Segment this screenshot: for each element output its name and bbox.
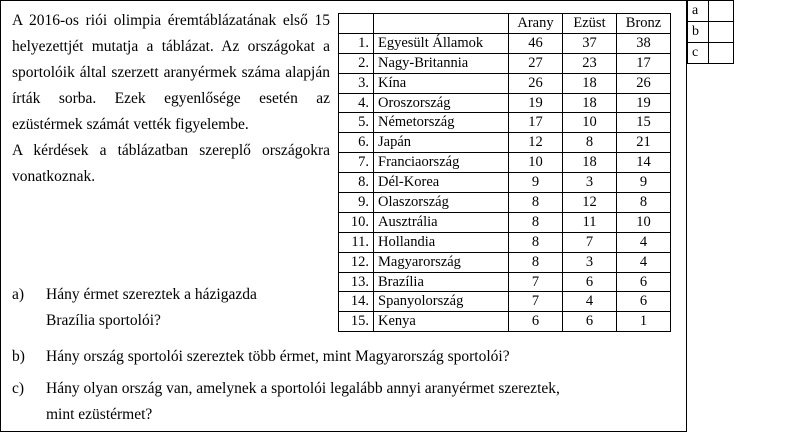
question-a-line1: Hány érmet szereztek a házigazda (46, 286, 257, 303)
cell-rank: 6. (339, 133, 374, 153)
cell-rank: 4. (339, 93, 374, 113)
cell-rank: 3. (339, 73, 374, 93)
cell-silver: 18 (563, 73, 617, 93)
table-row (339, 193, 671, 213)
cell-gold: 8 (509, 232, 563, 252)
intro-paragraph-2: A kérdések a táblázatban szereplő országokra vonatkoznak. (12, 142, 330, 185)
cell-rank: 14. (339, 292, 374, 312)
cell-bronze: 38 (617, 33, 671, 53)
cell-country: Spanyolország (374, 292, 509, 312)
cell-rank: 10. (339, 212, 374, 232)
medal-table (338, 13, 671, 332)
cell-silver: 18 (563, 93, 617, 113)
cell-silver: 23 (563, 53, 617, 73)
cell-silver: 3 (563, 252, 617, 272)
table-row (339, 93, 671, 113)
cell-silver: 37 (563, 33, 617, 53)
cell-gold: 9 (509, 173, 563, 193)
cell-rank: 9. (339, 193, 374, 213)
cell-bronze: 15 (617, 113, 671, 133)
cell-bronze: 26 (617, 73, 671, 93)
cell-country: Egyesült Államok (374, 33, 509, 53)
cell-gold: 7 (509, 272, 563, 292)
cell-gold: 7 (509, 292, 563, 312)
answer-label-c: c (688, 43, 709, 64)
cell-rank: 5. (339, 113, 374, 133)
cell-bronze: 9 (617, 173, 671, 193)
question-c (12, 376, 672, 428)
question-c-line1: Hány olyan ország van, amelynek a sportolói legalább annyi aranyérmet szereztek, (46, 380, 560, 397)
cell-bronze: 4 (617, 232, 671, 252)
table-row (339, 133, 671, 153)
cell-silver: 12 (563, 193, 617, 213)
cell-bronze: 6 (617, 272, 671, 292)
cell-country: Ausztrália (374, 212, 509, 232)
cell-silver: 3 (563, 173, 617, 193)
table-row (339, 73, 671, 93)
question-a-letter: a) (12, 286, 25, 303)
table-row (339, 153, 671, 173)
cell-gold: 8 (509, 193, 563, 213)
cell-country: Japán (374, 133, 509, 153)
cell-silver: 6 (563, 272, 617, 292)
answer-cell-c[interactable] (709, 43, 734, 64)
answer-label-b: b (688, 22, 709, 43)
cell-gold: 6 (509, 312, 563, 332)
cell-bronze: 8 (617, 193, 671, 213)
question-c-line2: mint ezüstérmet? (46, 406, 153, 423)
cell-silver: 4 (563, 292, 617, 312)
cell-silver: 18 (563, 153, 617, 173)
cell-rank: 8. (339, 173, 374, 193)
cell-gold: 8 (509, 252, 563, 272)
table-row (339, 312, 671, 332)
cell-rank: 2. (339, 53, 374, 73)
cell-country: Hollandia (374, 232, 509, 252)
cell-country: Magyarország (374, 252, 509, 272)
cell-bronze: 4 (617, 252, 671, 272)
header-gold: Arany (509, 14, 563, 34)
table-row (339, 53, 671, 73)
question-a (12, 282, 332, 334)
question-a-line2: Brazília sportolói? (46, 312, 161, 329)
header-country (374, 14, 509, 34)
cell-gold: 27 (509, 53, 563, 73)
cell-bronze: 21 (617, 133, 671, 153)
cell-gold: 17 (509, 113, 563, 133)
answer-row-b (688, 22, 734, 43)
cell-rank: 13. (339, 272, 374, 292)
header-rank (339, 14, 374, 34)
cell-country: Oroszország (374, 93, 509, 113)
answer-row-c (688, 43, 734, 64)
table-row (339, 232, 671, 252)
cell-gold: 10 (509, 153, 563, 173)
answer-cell-a[interactable] (709, 1, 734, 22)
cell-rank: 12. (339, 252, 374, 272)
cell-country: Brazília (374, 272, 509, 292)
cell-bronze: 6 (617, 292, 671, 312)
table-row (339, 252, 671, 272)
cell-country: Franciaország (374, 153, 509, 173)
table-row (339, 113, 671, 133)
question-b-line1: Hány ország sportolói szereztek több érmet, mint Magyarország sportolói? (46, 348, 510, 365)
header-silver: Ezüst (563, 14, 617, 34)
cell-country: Olaszország (374, 193, 509, 213)
question-b-letter: b) (12, 348, 25, 365)
cell-gold: 8 (509, 212, 563, 232)
table-row (339, 292, 671, 312)
cell-country: Dél-Korea (374, 173, 509, 193)
cell-bronze: 10 (617, 212, 671, 232)
cell-bronze: 17 (617, 53, 671, 73)
cell-rank: 15. (339, 312, 374, 332)
answer-row-a (688, 1, 734, 22)
answer-label-a: a (688, 1, 709, 22)
answer-box (687, 0, 734, 64)
cell-country: Nagy-Britannia (374, 53, 509, 73)
header-bronze: Bronz (617, 14, 671, 34)
cell-rank: 1. (339, 33, 374, 53)
cell-country: Kenya (374, 312, 509, 332)
cell-silver: 11 (563, 212, 617, 232)
medal-table-header (339, 14, 671, 34)
cell-rank: 7. (339, 153, 374, 173)
cell-bronze: 14 (617, 153, 671, 173)
intro-paragraph-1: A 2016-os riói olimpia éremtáblázatának első 15 helyezettjét mutatja a táblázat. Az országokat a sportolóik által szerzett aranyérmek száma alapján írták sorba. Ezek egyenlősége esetén az ezüstérmek számát vették figyelembe. (12, 12, 330, 133)
cell-country: Németország (374, 113, 509, 133)
table-row (339, 212, 671, 232)
table-row (339, 272, 671, 292)
cell-silver: 6 (563, 312, 617, 332)
cell-silver: 8 (563, 133, 617, 153)
intro-text (12, 8, 330, 190)
cell-country: Kína (374, 73, 509, 93)
cell-bronze: 1 (617, 312, 671, 332)
cell-gold: 26 (509, 73, 563, 93)
question-c-letter: c) (12, 380, 25, 397)
cell-gold: 19 (509, 93, 563, 113)
cell-silver: 10 (563, 113, 617, 133)
cell-silver: 7 (563, 232, 617, 252)
question-b (12, 344, 672, 370)
cell-gold: 12 (509, 133, 563, 153)
cell-bronze: 19 (617, 93, 671, 113)
table-row (339, 173, 671, 193)
table-row (339, 33, 671, 53)
cell-rank: 11. (339, 232, 374, 252)
answer-cell-b[interactable] (709, 22, 734, 43)
cell-gold: 46 (509, 33, 563, 53)
